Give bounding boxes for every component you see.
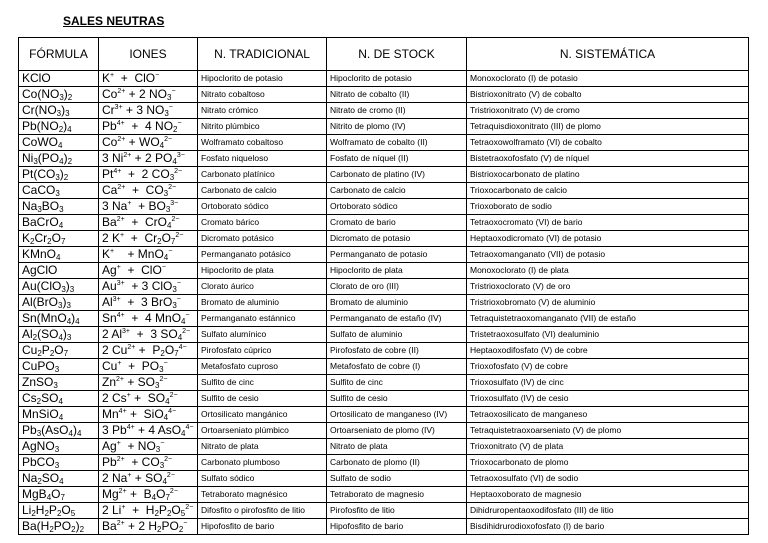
stock-name-cell: Nitrato de plata (327, 439, 467, 455)
stock-name-cell: Ortoarseniato de plomo (IV) (327, 423, 467, 439)
stock-name-cell: Tetraborato de magnesio (327, 487, 467, 503)
traditional-name-cell: Cromato bárico (198, 215, 327, 231)
traditional-name-cell: Fosfato niqueloso (198, 151, 327, 167)
stock-name-cell: Ortosilicato de manganeso (IV) (327, 407, 467, 423)
table-row (19, 199, 749, 215)
formula-cell: $Au(ClO_3)_3$ (19, 279, 99, 295)
systematic-name-cell: Tetraoxosulfato (VI) de sodio (467, 471, 749, 487)
systematic-name-cell: Trioxocarbonato de plomo (467, 455, 749, 471)
table-row (19, 407, 749, 423)
formula-cell: $Pt(CO_3)_2$ (19, 167, 99, 183)
traditional-name-cell: Metafosfato cuproso (198, 359, 327, 375)
table-row (19, 103, 749, 119)
ions-cell: $Co^{2+} + 2$ $NO_3^-$ (99, 87, 198, 103)
formula-cell: CaCO$_3$ (19, 183, 99, 199)
ions-cell: K+ + ClO− (99, 71, 198, 87)
systematic-name-cell: Tetraoxowolframato (VI) de cobalto (467, 135, 749, 151)
ions-cell: 2 $Al^{3+} + 3$ $SO_4^{2-}$ (99, 327, 198, 343)
ions-cell: 3 $Ni^{2+} + 2$ $PO_4^{3-}$ (99, 151, 198, 167)
ions-cell: 2 $Na^+ + SO_4^{2-}$ (99, 471, 198, 487)
table-row (19, 71, 749, 87)
formula-cell: $Ba(H_2PO_2)_2$ (19, 519, 99, 535)
table-row (19, 503, 749, 519)
stock-name-cell: Pirofosfito de litio (327, 503, 467, 519)
ions-cell: $Pt^{4+} + 2$ $CO_3^{2-}$ (99, 167, 198, 183)
ions-cell: 2 $Cs^+ + SO_4^{2-}$ (99, 391, 198, 407)
systematic-name-cell: Tristrioxoclorato (V) de oro (467, 279, 749, 295)
systematic-name-cell: Tetraquisdioxonitrato (III) de plomo (467, 119, 749, 135)
ions-cell: $Ca^{2+} + CO_3^{2-}$ (99, 183, 198, 199)
traditional-name-cell: Dicromato potásico (198, 231, 327, 247)
stock-name-cell: Fosfato de níquel (II) (327, 151, 467, 167)
traditional-name-cell: Sulfito de cesio (198, 391, 327, 407)
systematic-name-cell: Trioxonitrato (V) de plata (467, 439, 749, 455)
traditional-name-cell: Bromato de aluminio (198, 295, 327, 311)
header-stock: N. DE STOCK (327, 38, 467, 71)
systematic-name-cell: Bistrioxonitrato (V) de cobalto (467, 87, 749, 103)
ions-cell: $Au^{3+} + 3$ ClO$_3$− (99, 279, 198, 295)
traditional-name-cell: Ortosilicato mangánico (198, 407, 327, 423)
ions-cell: $Co^{2+} + WO_4^{2-}$ (99, 135, 198, 151)
table-body (19, 71, 749, 535)
systematic-name-cell: Tetraoxocromato (VI) de bario (467, 215, 749, 231)
table-row (19, 519, 749, 535)
stock-name-cell: Hipoclorito de potasio (327, 71, 467, 87)
systematic-name-cell: Tetraquistetraoxomanganato (VII) de estaño (467, 311, 749, 327)
ions-cell: $Mn^{4+} + SiO_4^{4-}$ (99, 407, 198, 423)
systematic-name-cell: Bisdihidrurodioxofosfato (I) de bario (467, 519, 749, 535)
table-row (19, 167, 749, 183)
table-row (19, 471, 749, 487)
formula-cell: ZnSO$_3$ (19, 375, 99, 391)
traditional-name-cell: Ortoarseniato plúmbico (198, 423, 327, 439)
ions-cell: 2 $Cu^{2+} + P_2O_7^{4-}$ (99, 343, 198, 359)
systematic-name-cell: Trioxosulfato (IV) de cesio (467, 391, 749, 407)
traditional-name-cell: Carbonato plumboso (198, 455, 327, 471)
formula-cell: $Co(NO_3)_2$ (19, 87, 99, 103)
systematic-name-cell: Tetraoxosilicato de manganeso (467, 407, 749, 423)
stock-name-cell: Sulfito de cinc (327, 375, 467, 391)
header-traditional: N. TRADICIONAL (198, 38, 327, 71)
stock-name-cell: Permanganato de potasio (327, 247, 467, 263)
table-row (19, 311, 749, 327)
table-row (19, 247, 749, 263)
ions-cell: 2 $K^+ + Cr_2O_7^{2-}$ (99, 231, 198, 247)
ions-cell: $Zn^{2+} + SO_3^{2-}$ (99, 375, 198, 391)
formula-cell: $MgB_4O_7$ (19, 487, 99, 503)
traditional-name-cell: Permanganato potásico (198, 247, 327, 263)
ions-cell: 3 $Pb^{4+} + 4$ AsO$_4^{4-}$ (99, 423, 198, 439)
traditional-name-cell: Carbonato platínico (198, 167, 327, 183)
formula-cell: $Pb_3(AsO_4)_4$ (19, 423, 99, 439)
salts-table (18, 37, 749, 535)
ions-cell: $Ba^{2+} + 2$ $H_2PO_2^-$ (99, 519, 198, 535)
table-row (19, 423, 749, 439)
header-row (19, 38, 749, 71)
ions-cell: $Cu^+ + PO_3^-$ (99, 359, 198, 375)
systematic-name-cell: Heptaoxodifosfato (V) de cobre (467, 343, 749, 359)
table-row (19, 359, 749, 375)
stock-name-cell: Nitrato de cromo (II) (327, 103, 467, 119)
systematic-name-cell: Heptaoxoborato de magnesio (467, 487, 749, 503)
traditional-name-cell: Ortoborato sódico (198, 199, 327, 215)
stock-name-cell: Sulfato de sodio (327, 471, 467, 487)
formula-cell: $Cu_2P_2O_7$ (19, 343, 99, 359)
traditional-name-cell: Sulfito de cinc (198, 375, 327, 391)
header-formula: FÓRMULA (19, 38, 99, 71)
ions-cell: $Al^{3+} + 3$ BrO$_3$− (99, 295, 198, 311)
table-row (19, 231, 749, 247)
traditional-name-cell: Nitrato de plata (198, 439, 327, 455)
traditional-name-cell: Permanganato estánnico (198, 311, 327, 327)
stock-name-cell: Hipofosfito de bario (327, 519, 467, 535)
formula-cell: $Ni_3(PO_4)_2$ (19, 151, 99, 167)
formula-cell: $Sn(MnO_4)_4$ (19, 311, 99, 327)
formula-cell: MnSiO$_4$ (19, 407, 99, 423)
systematic-name-cell: Monoxoclorato (I) de plata (467, 263, 749, 279)
table-row (19, 327, 749, 343)
ions-cell: $Ag^+ + NO_3^-$ (99, 439, 198, 455)
formula-cell: AgClO (19, 263, 99, 279)
systematic-name-cell: Tetraoxomanganato (VII) de potasio (467, 247, 749, 263)
table-row (19, 455, 749, 471)
ions-cell: $Sn^{4+} + 4$ MnO$_4$− (99, 311, 198, 327)
table-row (19, 87, 749, 103)
traditional-name-cell: Pirofosfato cúprico (198, 343, 327, 359)
ions-cell: $Pb^{4+} + 4$ $NO_2^-$ (99, 119, 198, 135)
table-row (19, 151, 749, 167)
formula-cell: PbCO$_3$ (19, 455, 99, 471)
systematic-name-cell: Tristetraoxosulfato (VI) dealuminio (467, 327, 749, 343)
traditional-name-cell: Difosfito o pirofosfito de litio (198, 503, 327, 519)
stock-name-cell: Nitrato de cobalto (II) (327, 87, 467, 103)
formula-cell: $K_2Cr_2O_7$ (19, 231, 99, 247)
systematic-name-cell: Trioxocarbonato de calcio (467, 183, 749, 199)
header-ions: IONES (99, 38, 198, 71)
table-row (19, 279, 749, 295)
traditional-name-cell: Carbonato de calcio (198, 183, 327, 199)
traditional-name-cell: Wolframato cobaltoso (198, 135, 327, 151)
formula-cell: KClO (19, 71, 99, 87)
formula-cell: $Cs_2SO_4$ (19, 391, 99, 407)
stock-name-cell: Hipoclorito de plata (327, 263, 467, 279)
traditional-name-cell: Nitrato cobaltoso (198, 87, 327, 103)
stock-name-cell: Sulfito de cesio (327, 391, 467, 407)
traditional-name-cell: Nitrito plúmbico (198, 119, 327, 135)
traditional-name-cell: Hipoclorito de plata (198, 263, 327, 279)
formula-cell: CuPO$_3$ (19, 359, 99, 375)
header-systematic: N. SISTEMÁTICA (467, 38, 749, 71)
stock-name-cell: Clorato de oro (III) (327, 279, 467, 295)
traditional-name-cell: Hipoclorito de potasio (198, 71, 327, 87)
table-row (19, 263, 749, 279)
formula-cell: AgNO$_3$ (19, 439, 99, 455)
table-row (19, 183, 749, 199)
systematic-name-cell: Bistetraoxofosfato (V) de níquel (467, 151, 749, 167)
formula-cell: $Li_2H_2P_2O_5$ (19, 503, 99, 519)
systematic-name-cell: Tristrioxobromato (V) de aluminio (467, 295, 749, 311)
systematic-name-cell: Bistrioxocarbonato de platino (467, 167, 749, 183)
traditional-name-cell: Sulfato sódico (198, 471, 327, 487)
formula-cell: $Al_2(SO_4)_3$ (19, 327, 99, 343)
traditional-name-cell: Hipofosfito de bario (198, 519, 327, 535)
stock-name-cell: Dicromato de potasio (327, 231, 467, 247)
systematic-name-cell: Heptaoxodicromato (VI) de potasio (467, 231, 749, 247)
table-row (19, 391, 749, 407)
formula-cell: $Na_3BO_3$ (19, 199, 99, 215)
traditional-name-cell: Sulfato alumínico (198, 327, 327, 343)
stock-name-cell: Bromato de aluminio (327, 295, 467, 311)
traditional-name-cell: Clorato áurico (198, 279, 327, 295)
table-row (19, 375, 749, 391)
table-row (19, 343, 749, 359)
ions-cell: $Mg^{2+} + B_4O_7^{2-}$ (99, 487, 198, 503)
page-title: SALES NEUTRAS (63, 14, 165, 28)
formula-cell: KMnO$_4$ (19, 247, 99, 263)
table-row (19, 487, 749, 503)
systematic-name-cell: Trioxofosfato (V) de cobre (467, 359, 749, 375)
ions-cell: $Pb^{2+} + CO_3^{2-}$ (99, 455, 198, 471)
stock-name-cell: Carbonato de calcio (327, 183, 467, 199)
stock-name-cell: Permanganato de estaño (IV) (327, 311, 467, 327)
table-row (19, 119, 749, 135)
formula-cell: $Na_2SO_4$ (19, 471, 99, 487)
ions-cell: $Cr^{3+} + 3$ $NO_3^-$ (99, 103, 198, 119)
formula-cell: $Cr(NO_3)_3$ (19, 103, 99, 119)
ions-cell: 2 $Li^+ + H_2P_2O_5^{2-}$ (99, 503, 198, 519)
traditional-name-cell: Tetraborato magnésico (198, 487, 327, 503)
stock-name-cell: Cromato de bario (327, 215, 467, 231)
systematic-name-cell: Trioxoborato de sodio (467, 199, 749, 215)
ions-cell: 3 $Na^+ + BO_3^{3-}$ (99, 199, 198, 215)
stock-name-cell: Nitrito de plomo (IV) (327, 119, 467, 135)
table-row (19, 215, 749, 231)
table-row (19, 295, 749, 311)
stock-name-cell: Carbonato de plomo (II) (327, 455, 467, 471)
stock-name-cell: Ortoborato sódico (327, 199, 467, 215)
systematic-name-cell: Trioxosulfato (IV) de cinc (467, 375, 749, 391)
ions-cell: Ag+ + ClO− (99, 263, 198, 279)
systematic-name-cell: Tetraquistetraoxoarseniato (V) de plomo (467, 423, 749, 439)
formula-cell: $Pb(NO_2)_4$ (19, 119, 99, 135)
ions-cell: K+ + MnO$_4$− (99, 247, 198, 263)
stock-name-cell: Metafosfato de cobre (I) (327, 359, 467, 375)
formula-cell: $Al(BrO_3)_3$ (19, 295, 99, 311)
stock-name-cell: Carbonato de platino (IV) (327, 167, 467, 183)
systematic-name-cell: Dihidruropentaoxodifosfato (III) de litio (467, 503, 749, 519)
formula-cell: BaCrO$_4$ (19, 215, 99, 231)
systematic-name-cell: Tristrioxonitrato (V) de cromo (467, 103, 749, 119)
stock-name-cell: Pirofosfato de cobre (II) (327, 343, 467, 359)
stock-name-cell: Wolframato de cobalto (II) (327, 135, 467, 151)
traditional-name-cell: Nitrato crómico (198, 103, 327, 119)
table-row (19, 135, 749, 151)
ions-cell: $Ba^{2+} + CrO_4^{2-}$ (99, 215, 198, 231)
systematic-name-cell: Monoxoclorato (I) de potasio (467, 71, 749, 87)
table-row (19, 439, 749, 455)
formula-cell: CoWO$_4$ (19, 135, 99, 151)
stock-name-cell: Sulfato de aluminio (327, 327, 467, 343)
